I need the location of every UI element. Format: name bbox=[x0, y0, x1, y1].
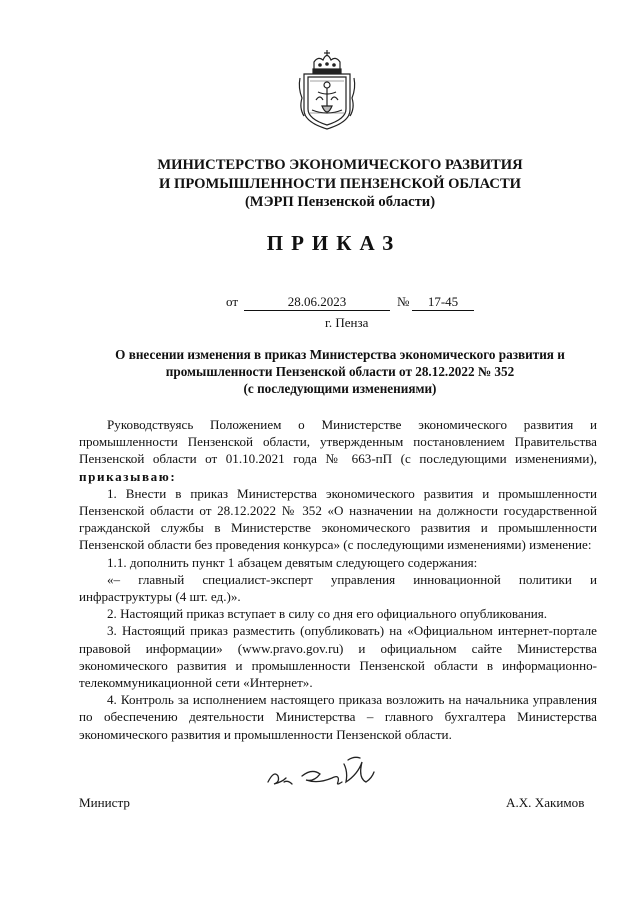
ministry-abbreviation: (МЭРП Пензенской области) bbox=[244, 194, 436, 210]
ministry-name-line1: МИНИСТЕРСТВО ЭКОНОМИЧЕСКОГО РАЗВИТИЯ bbox=[157, 157, 523, 173]
order-word: приказываю: bbox=[79, 468, 177, 484]
signature-image bbox=[262, 752, 392, 802]
item-1: 1. Внести в приказ Министерства экономического развития и промышленности Пензенской области от 28.12.2022 № 352 «О назначении на должности государственной гражданской службы в Министерстве экономического развития и промышленности Пензенской области без проведения конкурса» (с последующими изменениями) изменение: bbox=[79, 485, 597, 553]
item-4: 4. Контроль за исполнением настоящего приказа возложить на начальника управления по обеспечению деятельности Министерства – главного бухгалтера Министерства экономического развития и промышленности Пензенской области. bbox=[79, 692, 597, 742]
number-label: № bbox=[397, 294, 410, 309]
order-body bbox=[79, 416, 597, 743]
item-2: 2. Настоящий приказ вступает в силу со дня его официального опубликования. bbox=[107, 606, 548, 622]
order-number: 17-45 bbox=[412, 294, 474, 311]
subject-line3: (с последующими изменениями) bbox=[243, 381, 437, 396]
order-subject bbox=[60, 346, 620, 397]
item-3: 3. Настоящий приказ разместить (опубликовать) на «Официальном интернет-портале правовой информации» (www.pravo.gov.ru) и официальном сайте Министерства экономического развития и промышленности Пензенской области в информационно-телекоммуникационной сети «Интернет». bbox=[79, 623, 597, 691]
order-date: 28.06.2023 bbox=[244, 294, 390, 311]
preamble-text: Руководствуясь Положением о Министерстве экономического развития и промышленности Пензенской области, утвержденным постановлением Правительства Пензенской области от 01.10.2021 года № 663-пП (с последующими изменениями), bbox=[79, 417, 597, 467]
item-1-1: 1.1. дополнить пункт 1 абзацем девятым следующего содержания: bbox=[107, 554, 478, 570]
signatory-name: А.Х. Хакимов bbox=[506, 795, 585, 810]
subject-line1: О внесении изменения в приказ Министерства экономического развития и bbox=[115, 347, 565, 362]
signatory-position: Министр bbox=[79, 795, 130, 810]
ministry-name-line2: И ПРОМЫШЛЕННОСТИ ПЕНЗЕНСКОЙ ОБЛАСТИ bbox=[158, 175, 522, 192]
date-label: от bbox=[226, 294, 239, 309]
ministry-header bbox=[0, 156, 640, 212]
item-1-quote: «– главный специалист-эксперт управления инновационной политики и инфраструктуры (4 шт. ед.)». bbox=[79, 571, 597, 605]
coat-of-arms-icon bbox=[296, 48, 358, 132]
city: г. Пенза bbox=[325, 315, 369, 330]
document-type-title: ПРИКАЗ bbox=[266, 231, 402, 255]
subject-line2: промышленности Пензенской области от 28.12.2022 № 352 bbox=[165, 364, 515, 379]
preamble-paragraph bbox=[79, 416, 597, 485]
